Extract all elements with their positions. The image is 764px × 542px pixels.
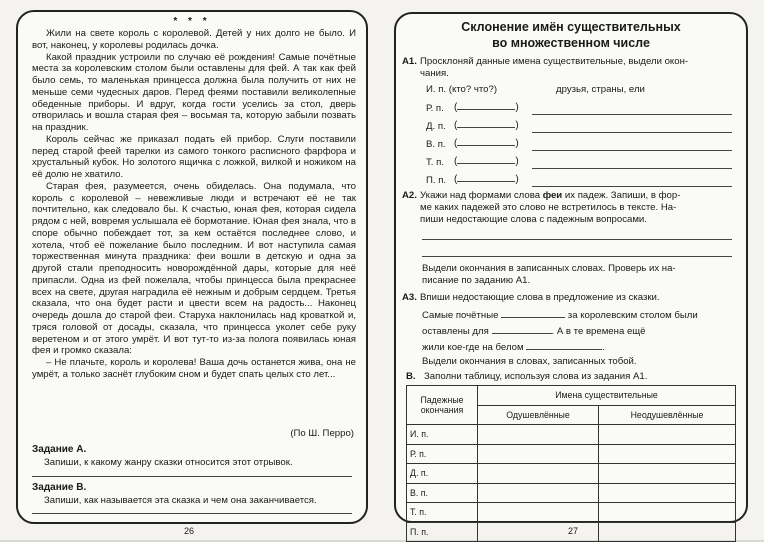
a3-text: Самые почётные [422, 310, 499, 321]
cell[interactable] [478, 464, 599, 484]
row-case: Р. п. [407, 444, 478, 464]
a2-label: А2. [402, 190, 417, 201]
a2-answer-line[interactable] [422, 256, 732, 257]
task-b-answer-line[interactable] [32, 513, 352, 514]
answer-line[interactable] [532, 168, 732, 169]
cell[interactable] [478, 425, 599, 445]
right-page [382, 0, 764, 540]
nominative-case: И. п. (кто? что?) [426, 84, 498, 95]
case-label: Т. п. [426, 157, 444, 168]
a3-text: за королевским столом были [567, 310, 698, 321]
given-nouns: друзья, страны, ели [556, 84, 645, 95]
a3-sentence-part [422, 340, 605, 354]
case-label: Р. п. [426, 103, 444, 114]
row-case: П. п. [407, 522, 478, 542]
a3-text: . [602, 342, 605, 353]
a3-sentence-part [422, 324, 646, 338]
a2-instruction [420, 190, 680, 202]
ending-blank[interactable]: ( ) [454, 138, 519, 149]
page-number-left: 26 [184, 526, 195, 536]
case-label: П. п. [426, 175, 447, 186]
page-number-right: 27 [568, 526, 579, 536]
a3-text: жили кое-где на белом [422, 342, 524, 353]
a3-blank[interactable] [526, 340, 602, 350]
ending-blank[interactable]: ( ) [454, 120, 519, 131]
a2-word: феи [542, 190, 563, 201]
cell[interactable] [478, 444, 599, 464]
a3-text: . А в те времена ещё [551, 326, 646, 337]
a2-text: Укажи над формами слова [420, 190, 543, 201]
header-nouns: Имена существительные [478, 386, 736, 406]
answer-line[interactable] [532, 132, 732, 133]
a1-instruction: Просклоняй данные имена существительные, выдели окон- [420, 56, 689, 67]
page-title: Склонение имён существительных [461, 20, 681, 34]
cell[interactable] [599, 522, 736, 542]
left-page [0, 0, 382, 540]
a2-instruction-line3: пиши недостающие слова с падежным вопросами. [420, 214, 647, 225]
story-paragraph: Жили на свете король с королевой. Детей у них долго не было. И вот, наконец, у королевы родилась дочка. [32, 28, 356, 51]
table-row [407, 444, 736, 464]
b-label: В. [406, 371, 416, 382]
a2-answer-line[interactable] [422, 239, 732, 240]
a3-instruction: Впиши недостающие слова в предложение из сказки. [420, 292, 660, 303]
table-header-row [407, 386, 736, 406]
header-inanimate: Неодушевлённые [599, 405, 736, 425]
task-b-text: Запиши, как называется эта сказка и чем она заканчивается. [44, 495, 317, 506]
task-a-title: Задание А. [32, 444, 87, 455]
row-case: И. п. [407, 425, 478, 445]
cell[interactable] [599, 464, 736, 484]
story-frame [16, 10, 368, 524]
answer-line[interactable] [532, 114, 732, 115]
story-text [32, 28, 356, 381]
story-author: (По Ш. Перро) [290, 428, 354, 439]
declension-table [406, 385, 736, 542]
cell[interactable] [478, 483, 599, 503]
page-subtitle: во множественном числе [492, 36, 650, 50]
table-row [407, 425, 736, 445]
a3-extra-instruction: Выдели окончания в словах, записанных тобой. [422, 356, 637, 367]
row-case: Д. п. [407, 464, 478, 484]
a3-text: оставлены для [422, 326, 489, 337]
a2-extra-instruction-cont: писание по заданию А1. [422, 275, 531, 286]
task-a-text: Запиши, к какому жанру сказки относится этот отрывок. [44, 457, 293, 468]
answer-line[interactable] [532, 150, 732, 151]
a1-label: А1. [402, 56, 417, 67]
case-label: Д. п. [426, 121, 446, 132]
a3-blank[interactable] [501, 308, 565, 318]
cell[interactable] [478, 522, 599, 542]
a2-text-cont: их падеж. Запиши, в фор- [562, 190, 681, 201]
a3-blank[interactable] [492, 324, 552, 334]
a2-instruction-line2: ме каких падежей это слово не встретилось в тексте. На- [420, 202, 677, 213]
cell[interactable] [599, 503, 736, 523]
section-stars: * * * [173, 16, 211, 27]
story-paragraph: Старая фея, разумеется, очень обиделась. Она подумала, что король с королевой – невежливые люди и встречают её не так почтительно, как следовало бы. К счастью, юная фея, которая сидела рядом с ней, вовремя услышала её бормотание. Юная фея знала, что в споре обычно побеждает тот, за кем остаётся последнее слово, и хотела, чтоб её пожелание было последним. И вот наступила самая торжественная минута праздника: феи вошли в детскую и одна за другой стали преподносить новорождённой дары, которые для неё припасли. Одна из фей пожелала, чтобы принцесса была прекраснее всех на свете, другая наградила её нежным и добрым сердцем. Третья сказала, что она будет расти и цвести всем на радость... Наконец очередь дошла до старой феи. Старуха наклонилась над кроваткой и, тряся головой от досады, сказала, что принцесса уколет себе руку веретеном и от этого умрёт. И вот тут-то из-за полога появилась юная фея и громко сказала: [32, 180, 356, 357]
cell[interactable] [478, 503, 599, 523]
cell[interactable] [599, 425, 736, 445]
story-paragraph: Какой праздник устроили по случаю её рождения! Самые почётные места за королевским столом были оставлены для фей. А так как фей было семь, то маленькая принцесса должна была получить от них не меньше семи чудесных даров. Перед феями поставили великолепные обеденные приборы. И вдруг, когда гости уселись за стол, дверь отворилась и вошла старая фея – восьмая та, которую забыли позвать на праздник. [32, 51, 356, 133]
header-endings: Падежные окончания [407, 386, 478, 425]
cell[interactable] [599, 444, 736, 464]
table-row [407, 503, 736, 523]
a3-label: А3. [402, 292, 417, 303]
ending-blank[interactable]: ( ) [454, 102, 519, 113]
row-case: Т. п. [407, 503, 478, 523]
ending-blank[interactable]: ( ) [454, 174, 519, 185]
table-row [407, 483, 736, 503]
case-label: В. п. [426, 139, 446, 150]
answer-line[interactable] [532, 186, 732, 187]
table-row [407, 464, 736, 484]
story-paragraph: Король сейчас же приказал подать ей прибор. Слуги поставили перед старой феей тарелки из самого тонкого расписного фарфора и хрустальный кубок. Но золотого ящичка с ложкой, вилкой и ножиком на её долю не хватило. [32, 133, 356, 180]
a2-extra-instruction: Выдели окончания в записанных словах. Проверь их на- [422, 263, 676, 274]
a3-sentence-part [422, 308, 698, 322]
story-paragraph: – Не плачьте, король и королева! Ваша дочь останется жива, она не умрёт, а только заснёт глубоким сном и будет спать целых сто лет... [32, 357, 356, 380]
row-case: В. п. [407, 483, 478, 503]
task-a-answer-line[interactable] [32, 476, 352, 477]
a1-instruction-cont: чания. [420, 68, 449, 79]
header-animate: Одушевлённые [478, 405, 599, 425]
b-instruction: Заполни таблицу, используя слова из задания А1. [424, 371, 648, 382]
ending-blank[interactable]: ( ) [454, 156, 519, 167]
cell[interactable] [599, 483, 736, 503]
task-b-title: Задание В. [32, 482, 87, 493]
